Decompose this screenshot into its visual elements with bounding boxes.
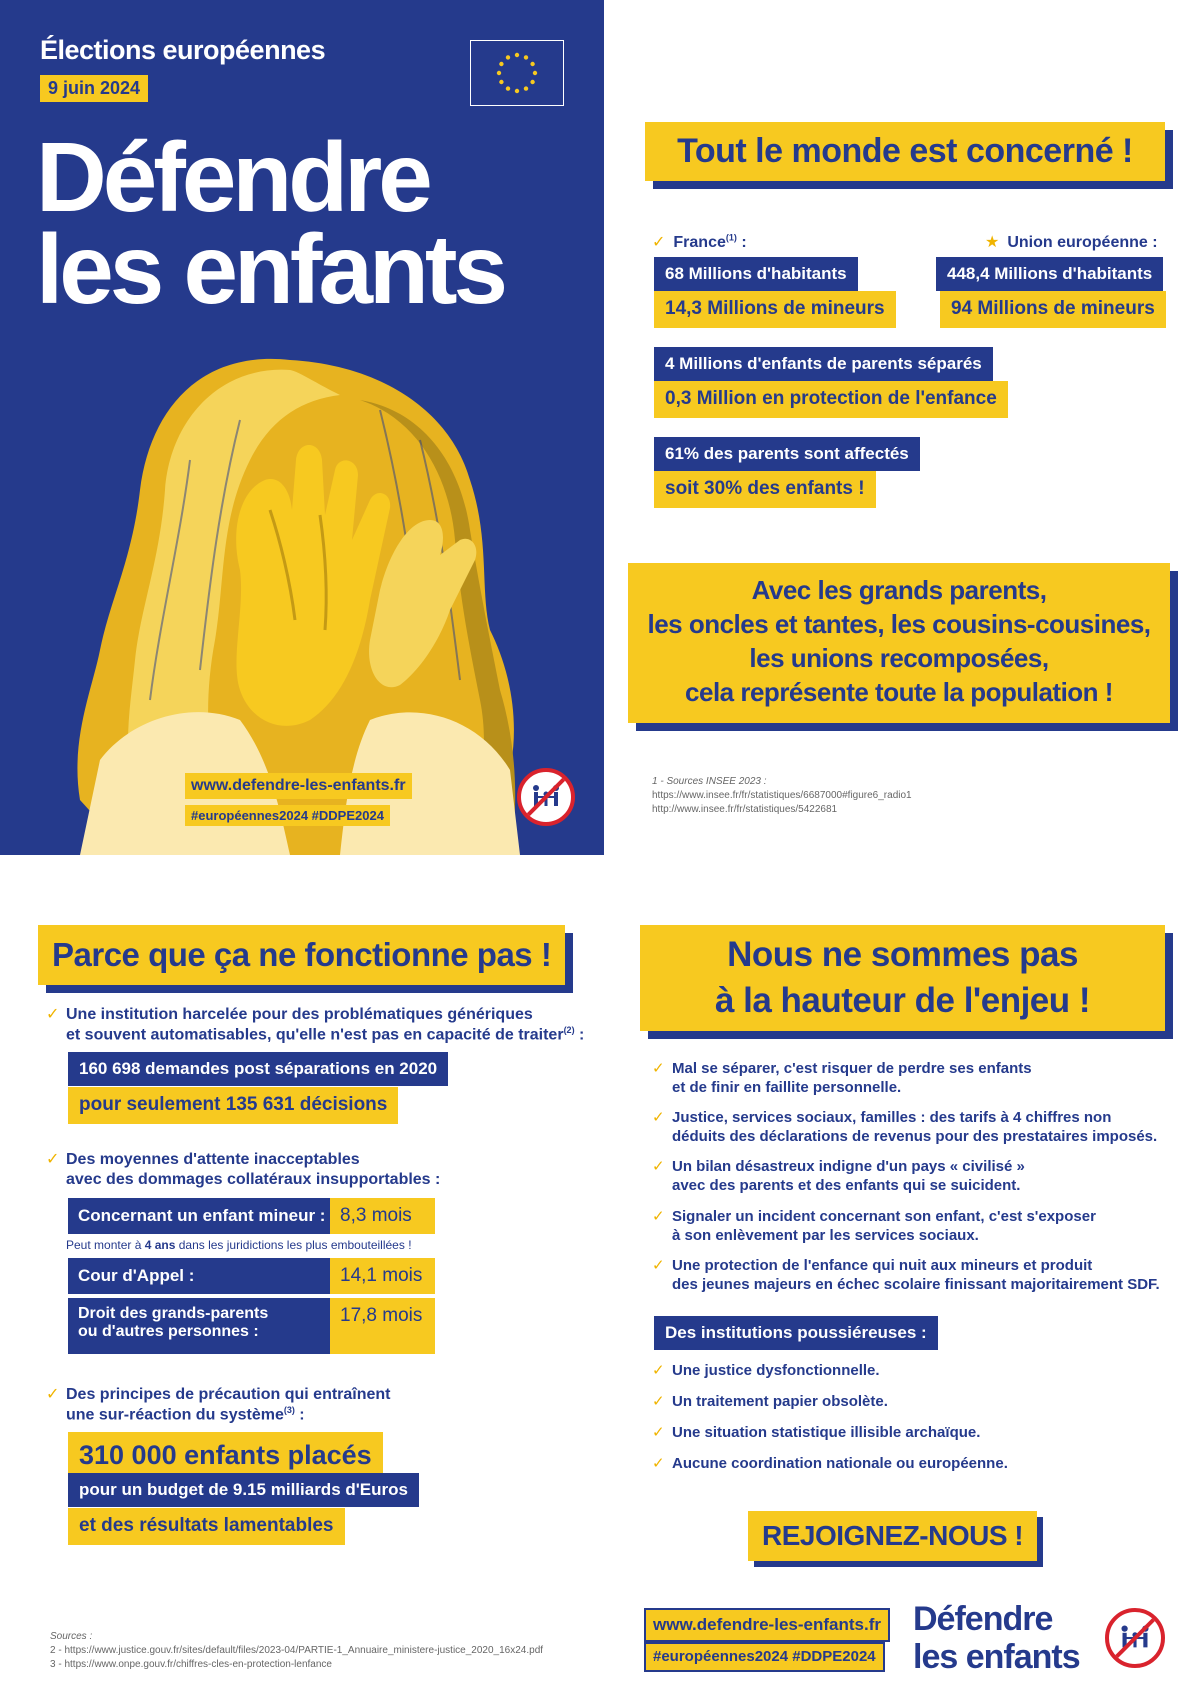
institution-item-1-text: Une justice dysfonctionnelle.	[672, 1362, 880, 1379]
france-footnote: (1)	[725, 232, 737, 243]
footer-association-logo-icon	[1105, 1608, 1165, 1668]
row1-note	[66, 1238, 412, 1252]
hauteur-b5-line1: Une protection de l'enfance qui nuit aux mineurs et produit	[672, 1257, 1093, 1274]
row3-label-line1: Droit des grands-parents	[78, 1305, 269, 1322]
institution-item-2	[652, 1393, 888, 1412]
france-label-text: France	[673, 234, 726, 251]
hauteur-b1-line1: Mal se séparer, c'est risquer de perdre ses enfants	[672, 1060, 1032, 1077]
row1-label: Concernant un enfant mineur :	[68, 1198, 330, 1234]
hauteur-b4-line2: à son enlèvement par les services sociaux.	[672, 1226, 979, 1244]
institution-item-3	[652, 1424, 980, 1443]
check-icon: ✓	[652, 1158, 665, 1175]
eu-label-text: Union européenne :	[1007, 234, 1158, 251]
source-title: 1 - Sources INSEE 2023 :	[652, 776, 767, 787]
france-label	[652, 232, 747, 252]
concerne-sources	[652, 775, 912, 817]
institution-item-2-text: Un traitement papier obsolète.	[672, 1393, 888, 1410]
hauteur-bullet-5	[652, 1257, 1160, 1295]
fonctionne-bullet-3	[46, 1385, 391, 1425]
source-link-3[interactable]: 3 - https://www.onpe.gouv.fr/chiffres-cles-en-protection-lenfance	[50, 1659, 332, 1670]
hauteur-b3-line2: avec des parents et des enfants qui se suicident.	[672, 1176, 1021, 1194]
population-line1: Avec les grands parents,	[751, 575, 1047, 605]
row2-label: Cour d'Appel :	[68, 1258, 330, 1294]
hauteur-b2-line2: déduits des déclarations de revenus pour des prestataires imposés.	[672, 1127, 1158, 1145]
footer-logo-line1: Défendre	[913, 1600, 1053, 1638]
row1-note-pre: Peut monter à	[66, 1238, 145, 1252]
france-habitants: 68 Millions d'habitants	[654, 257, 858, 291]
enfants-affectes: soit 30% des enfants !	[654, 471, 876, 508]
check-icon: ✓	[652, 1455, 665, 1472]
footer-logo-text	[913, 1600, 1080, 1676]
parents-separes: 4 Millions d'enfants de parents séparés	[654, 347, 993, 381]
france-mineurs: 14,3 Millions de mineurs	[654, 291, 896, 328]
row3-label	[68, 1298, 330, 1354]
eu-flag	[470, 40, 564, 106]
check-icon: ✓	[652, 1362, 665, 1379]
budget-box: pour un budget de 9.15 milliards d'Euros	[68, 1473, 419, 1507]
sources-title: Sources :	[50, 1631, 93, 1642]
row3-value: 17,8 mois	[330, 1298, 435, 1354]
bullet1-line2: et souvent automatisables, qu'elle n'est pas en capacité de traiter	[66, 1026, 564, 1044]
association-logo-icon	[517, 768, 575, 826]
population-line4: cela représente toute la population !	[685, 677, 1113, 707]
footer-website[interactable]: www.defendre-les-enfants.fr	[644, 1608, 890, 1642]
bullet3-line1: Des principes de précaution qui entraînent	[66, 1386, 391, 1403]
institution-item-3-text: Une situation statistique illisible archaïque.	[672, 1424, 981, 1441]
bullet1-footnote: (2)	[563, 1025, 575, 1035]
population-box	[628, 563, 1170, 723]
hauteur-bullet-3	[652, 1158, 1025, 1196]
family-icon	[1109, 1612, 1161, 1664]
eu-habitants: 448,4 Millions d'habitants	[936, 257, 1163, 291]
footer-logo-line2: les enfants	[913, 1638, 1080, 1676]
row1-value: 8,3 mois	[330, 1198, 435, 1234]
check-icon: ✓	[652, 1257, 665, 1274]
hauteur-b5-line2: des jeunes majeurs en échec scolaire finissant majoritairement SDF.	[672, 1275, 1160, 1293]
check-icon: ✓	[652, 234, 666, 251]
decisions-box: pour seulement 135 631 décisions	[68, 1087, 398, 1124]
bullet3-colon: :	[294, 1406, 305, 1424]
hauteur-b1-line2: et de finir en faillite personnelle.	[672, 1078, 902, 1096]
concerne-title: Tout le monde est concerné !	[645, 122, 1165, 181]
parents-affectes: 61% des parents sont affectés	[654, 437, 920, 471]
check-icon: ✓	[46, 1151, 60, 1168]
hauteur-title-line1: Nous ne sommes pas	[727, 935, 1078, 974]
institution-item-4	[652, 1455, 1008, 1474]
hauteur-bullet-1	[652, 1060, 1032, 1098]
row2-value: 14,1 mois	[330, 1258, 435, 1294]
france-colon: :	[736, 234, 747, 251]
hauteur-title	[640, 925, 1165, 1031]
poster-hashtags: #européennes2024 #DDPE2024	[185, 805, 390, 826]
institution-item-1	[652, 1362, 880, 1381]
check-icon: ✓	[652, 1208, 665, 1225]
fonctionne-title: Parce que ça ne fonctionne pas !	[38, 925, 565, 985]
bullet3-line2: une sur-réaction du système	[66, 1406, 284, 1424]
star-icon: ★	[985, 234, 1000, 251]
hauteur-bullet-2	[652, 1109, 1157, 1147]
bullet1-line1: Une institution harcelée pour des problématiques génériques	[66, 1006, 533, 1023]
bullet2-line1: Des moyennes d'attente inacceptables	[66, 1151, 360, 1168]
resultats-box: et des résultats lamentables	[68, 1508, 345, 1545]
check-icon: ✓	[652, 1109, 665, 1126]
hauteur-b3-line1: Un bilan désastreux indigne d'un pays « civilisé »	[672, 1158, 1025, 1175]
fonctionne-bullet-1	[46, 1005, 584, 1045]
check-icon: ✓	[46, 1386, 60, 1403]
population-line2: les oncles et tantes, les cousins-cousines,	[647, 609, 1151, 639]
hauteur-bullet-4	[652, 1208, 1096, 1246]
source-link-2[interactable]: http://www.insee.fr/fr/statistiques/5422681	[652, 804, 838, 815]
check-icon: ✓	[652, 1060, 665, 1077]
protection-enfance: 0,3 Million en protection de l'enfance	[654, 381, 1008, 418]
source-link-1[interactable]: https://www.insee.fr/fr/statistiques/6687000#figure6_radio1	[652, 790, 912, 801]
poster-website: www.defendre-les-enfants.fr	[185, 773, 412, 799]
check-icon: ✓	[652, 1393, 665, 1410]
source-link-2[interactable]: 2 - https://www.justice.gouv.fr/sites/default/files/2023-04/PARTIE-1_Annuaire_ministere-justice_2020_16x24.pdf	[50, 1645, 544, 1656]
population-line3: les unions recomposées,	[749, 643, 1049, 673]
enfants-places-box: 310 000 enfants placés	[68, 1432, 383, 1478]
bullet1-colon: :	[574, 1026, 585, 1044]
eu-stars-icon	[471, 41, 563, 105]
fonctionne-bullet-2	[46, 1150, 440, 1190]
poster-panel	[0, 0, 604, 855]
row3-label-line2: ou d'autres personnes :	[78, 1323, 259, 1341]
demandes-box: 160 698 demandes post séparations en 2020	[68, 1052, 448, 1086]
row1-note-post: dans les juridictions les plus embouteillées !	[175, 1238, 412, 1252]
hauteur-title-line2: à la hauteur de l'enjeu !	[714, 981, 1091, 1020]
institution-item-4-text: Aucune coordination nationale ou européenne.	[672, 1455, 1008, 1472]
hauteur-b2-line1: Justice, services sociaux, familles : des tarifs à 4 chiffres non	[672, 1109, 1112, 1126]
eu-label	[985, 232, 1158, 252]
check-icon: ✓	[46, 1006, 60, 1023]
institutions-box: Des institutions poussiéreuses :	[654, 1316, 938, 1350]
hauteur-b4-line1: Signaler un incident concernant son enfant, c'est s'exposer	[672, 1208, 1096, 1225]
fonctionne-sources	[50, 1630, 543, 1672]
eu-mineurs: 94 Millions de mineurs	[940, 291, 1166, 328]
footer-hashtags: #européennes2024 #DDPE2024	[644, 1642, 885, 1672]
row1-note-bold: 4 ans	[144, 1238, 176, 1252]
poster-date: 9 juin 2024	[40, 75, 148, 102]
check-icon: ✓	[652, 1424, 665, 1441]
bullet3-footnote: (3)	[283, 1405, 295, 1415]
rejoignez-nous-button[interactable]: REJOIGNEZ-NOUS !	[748, 1511, 1037, 1561]
poster-header: Élections européennes	[40, 35, 326, 65]
poster-title-line1: Défendre	[36, 122, 429, 232]
family-icon	[521, 772, 571, 822]
bullet2-line2: avec des dommages collatéraux insupportables :	[66, 1171, 441, 1188]
poster-title-line2: les enfants	[36, 214, 504, 324]
